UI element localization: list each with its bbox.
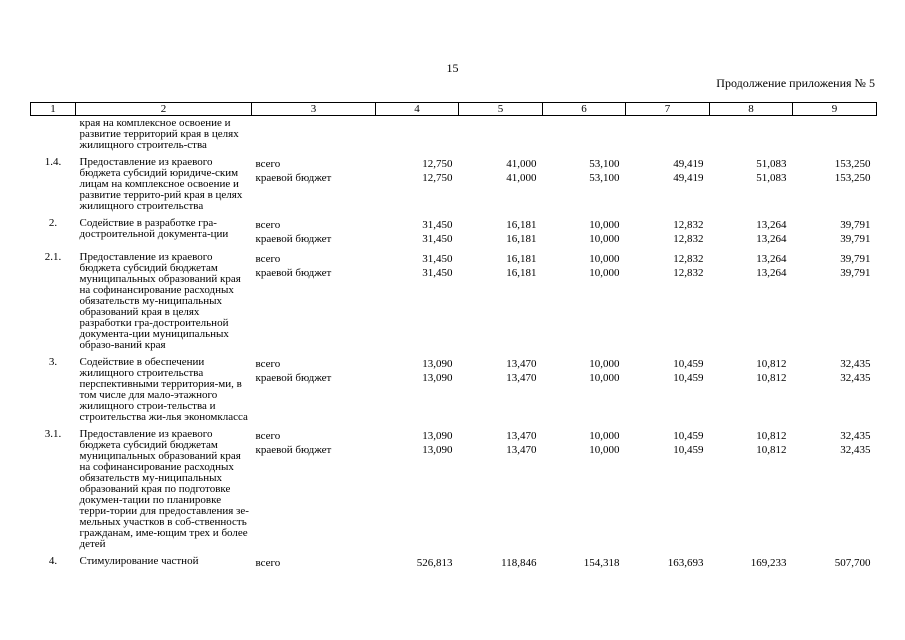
- amount-cell-col-6: [543, 355, 626, 427]
- amount-cell-col-8: [710, 116, 793, 156]
- amount-value: 13,090: [422, 358, 453, 370]
- amount-cell-col-5: [459, 355, 543, 427]
- amount-value: 10,812: [756, 372, 787, 384]
- amount-value: 10,459: [673, 372, 704, 384]
- funding-source-cell: [252, 554, 376, 574]
- amount-value: 53,100: [589, 158, 620, 170]
- amount-value: 39,791: [840, 253, 871, 265]
- amount-cell-col-9: [793, 216, 877, 250]
- row-number: 3.1.: [44, 428, 62, 440]
- amount-cell-col-7: [626, 554, 710, 574]
- funding-source-cell: [252, 116, 376, 156]
- column-header-7: 7: [626, 103, 710, 116]
- amount-value: 10,000: [589, 267, 620, 279]
- amount-value: 32,435: [840, 444, 871, 456]
- amount-value: 10,000: [589, 430, 620, 442]
- amount-cell-col-8: [710, 155, 793, 216]
- row-description: края на комплексное освоение и развитие территорий края в целях жилищного строитель-ства: [79, 117, 239, 151]
- amount-value: 169,233: [750, 557, 787, 569]
- amount-value: 16,181: [506, 267, 537, 279]
- row-description: Содействие в разработке гра-достроительной документа-ции: [79, 217, 229, 240]
- amount-value: 10,000: [589, 233, 620, 245]
- page-number: 15: [446, 61, 459, 75]
- amount-cell-col-7: [626, 155, 710, 216]
- amount-cell-col-9: [793, 155, 877, 216]
- amount-value: 163,693: [667, 557, 704, 569]
- amount-cell-col-9: [793, 250, 877, 355]
- amount-value: 13,470: [506, 430, 537, 442]
- column-header-1: 1: [31, 103, 76, 116]
- amount-cell-col-8: [710, 355, 793, 427]
- amount-value: 13,470: [506, 358, 537, 370]
- amount-value: 53,100: [589, 172, 620, 184]
- amount-cell-col-5: [459, 554, 543, 574]
- funding-source-cell: [252, 216, 376, 250]
- amount-cell-col-8: [710, 216, 793, 250]
- amount-cell-col-7: [626, 250, 710, 355]
- column-header-9: 9: [793, 103, 877, 116]
- funding-source: всего: [255, 158, 281, 170]
- amount-value: 10,000: [589, 372, 620, 384]
- amount-value: 16,181: [506, 233, 537, 245]
- table-header: [31, 103, 877, 116]
- table-row: [31, 250, 877, 355]
- amount-cell-col-6: [543, 155, 626, 216]
- amount-value: 39,791: [840, 267, 871, 279]
- amount-cell-col-4: [376, 116, 459, 156]
- amount-value: 39,791: [840, 219, 871, 231]
- funding-source: всего: [255, 430, 281, 442]
- amount-cell-col-7: [626, 355, 710, 427]
- row-number: 1.4.: [44, 156, 62, 168]
- row-number: 3.: [48, 356, 58, 368]
- column-header-3: 3: [252, 103, 376, 116]
- amount-value: 49,419: [673, 172, 704, 184]
- amount-cell-col-4: [376, 427, 459, 554]
- amount-cell-col-6: [543, 216, 626, 250]
- amount-cell-col-5: [459, 250, 543, 355]
- amount-value: 31,450: [422, 233, 453, 245]
- amount-value: 41,000: [506, 172, 537, 184]
- table-body: [31, 116, 877, 575]
- funding-source: краевой бюджет: [255, 267, 332, 279]
- amount-cell-col-5: [459, 216, 543, 250]
- funding-source: краевой бюджет: [255, 233, 332, 245]
- amount-cell-col-5: [459, 427, 543, 554]
- amount-cell-col-7: [626, 116, 710, 156]
- budget-table: [30, 102, 877, 574]
- amount-cell-col-6: [543, 427, 626, 554]
- amount-cell-col-8: [710, 554, 793, 574]
- table-row: [31, 427, 877, 554]
- funding-source-cell: [252, 427, 376, 554]
- column-number-row: [31, 103, 877, 116]
- amount-value: 49,419: [673, 158, 704, 170]
- amount-cell-col-9: [793, 116, 877, 156]
- amount-value: 16,181: [506, 253, 537, 265]
- amount-cell-col-6: [543, 554, 626, 574]
- amount-cell-col-6: [543, 116, 626, 156]
- amount-value: 12,832: [673, 253, 704, 265]
- amount-cell-col-5: [459, 116, 543, 156]
- row-description: Содействие в обеспечении жилищного строительства перспективными территория-ми, в том числе для мало-этажного жилищного строи-тельства и строительства жи-лья экономкласса: [79, 356, 248, 423]
- funding-source: всего: [255, 219, 281, 231]
- amount-value: 13,264: [756, 233, 787, 245]
- table-row: [31, 155, 877, 216]
- amount-value: 10,000: [589, 253, 620, 265]
- amount-cell-col-6: [543, 250, 626, 355]
- amount-value: 12,750: [422, 158, 453, 170]
- amount-cell-col-8: [710, 250, 793, 355]
- funding-source: краевой бюджет: [255, 372, 332, 384]
- row-description: Предоставление из краевого бюджета субсидий бюджетам муниципальных образований края на софинансирование расходных обязательств му-ниципальных образований края в целях разработки гра-достроительной документа-ции муниципальных образо-ваний края: [79, 251, 241, 351]
- amount-value: 31,450: [422, 219, 453, 231]
- amount-value: 154,318: [583, 557, 620, 569]
- amount-value: 10,459: [673, 430, 704, 442]
- amount-value: 10,812: [756, 358, 787, 370]
- amount-value: 10,000: [589, 444, 620, 456]
- amount-value: 32,435: [840, 430, 871, 442]
- row-description: Стимулирование частной: [79, 555, 199, 567]
- amount-value: 12,832: [673, 233, 704, 245]
- amount-value: 12,832: [673, 219, 704, 231]
- amount-value: 12,832: [673, 267, 704, 279]
- row-description: Предоставление из краевого бюджета субсидий юридиче-ским лицам на комплексное освоение и развитие террито-рий края в целях жилищного строительства: [79, 156, 243, 212]
- appendix-continuation-label: Продолжение приложения № 5: [716, 76, 875, 90]
- funding-source-cell: [252, 155, 376, 216]
- amount-value: 10,459: [673, 444, 704, 456]
- amount-cell-col-4: [376, 250, 459, 355]
- amount-value: 51,083: [756, 158, 787, 170]
- table-row: [31, 355, 877, 427]
- amount-cell-col-7: [626, 427, 710, 554]
- amount-cell-col-9: [793, 554, 877, 574]
- row-number: 2.: [48, 217, 58, 229]
- amount-value: 16,181: [506, 219, 537, 231]
- funding-source-cell: [252, 355, 376, 427]
- column-header-8: 8: [710, 103, 793, 116]
- amount-value: 12,750: [422, 172, 453, 184]
- amount-value: 507,700: [834, 557, 871, 569]
- amount-value: 13,470: [506, 444, 537, 456]
- funding-source: всего: [255, 557, 281, 569]
- row-number: 2.1.: [44, 251, 62, 263]
- amount-value: 39,791: [840, 233, 871, 245]
- column-header-2: 2: [76, 103, 252, 116]
- amount-value: 13,090: [422, 430, 453, 442]
- column-header-5: 5: [459, 103, 543, 116]
- row-number: 4.: [48, 555, 58, 567]
- table-row: [31, 554, 877, 574]
- amount-value: 51,083: [756, 172, 787, 184]
- amount-value: 13,470: [506, 372, 537, 384]
- column-header-4: 4: [376, 103, 459, 116]
- amount-cell-col-7: [626, 216, 710, 250]
- amount-cell-col-9: [793, 355, 877, 427]
- table-row: [31, 216, 877, 250]
- amount-value: 10,000: [589, 219, 620, 231]
- amount-value: 41,000: [506, 158, 537, 170]
- amount-cell-col-4: [376, 155, 459, 216]
- amount-value: 10,000: [589, 358, 620, 370]
- amount-value: 118,846: [501, 557, 537, 569]
- amount-cell-col-5: [459, 155, 543, 216]
- funding-source: всего: [255, 358, 281, 370]
- row-number: [31, 116, 76, 156]
- amount-value: 13,264: [756, 219, 787, 231]
- amount-value: 10,812: [756, 430, 787, 442]
- amount-cell-col-4: [376, 216, 459, 250]
- table-row: [31, 116, 877, 156]
- amount-value: 31,450: [422, 253, 453, 265]
- amount-value: 153,250: [834, 158, 871, 170]
- column-header-6: 6: [543, 103, 626, 116]
- amount-cell-col-9: [793, 427, 877, 554]
- amount-value: 32,435: [840, 358, 871, 370]
- amount-value: 32,435: [840, 372, 871, 384]
- amount-value: 526,813: [416, 557, 453, 569]
- amount-value: 10,459: [673, 358, 704, 370]
- funding-source: всего: [255, 253, 281, 265]
- funding-source: краевой бюджет: [255, 444, 332, 456]
- amount-value: 31,450: [422, 267, 453, 279]
- amount-value: 13,090: [422, 444, 453, 456]
- amount-value: 13,090: [422, 372, 453, 384]
- amount-value: 13,264: [756, 253, 787, 265]
- amount-cell-col-8: [710, 427, 793, 554]
- row-description: Предоставление из краевого бюджета субсидий бюджетам муниципальных образований края на софинансирование расходных обязательств му-ниципальных образований края по подготовке докумен-тации по планировке терри-тории для предоставления зе-мельных участков в соб-ственность гражданам, име-ющим трех и более детей: [79, 428, 249, 550]
- funding-source: краевой бюджет: [255, 172, 332, 184]
- amount-cell-col-4: [376, 554, 459, 574]
- amount-value: 153,250: [834, 172, 871, 184]
- amount-cell-col-4: [376, 355, 459, 427]
- amount-value: 13,264: [756, 267, 787, 279]
- amount-value: 10,812: [756, 444, 787, 456]
- funding-source-cell: [252, 250, 376, 355]
